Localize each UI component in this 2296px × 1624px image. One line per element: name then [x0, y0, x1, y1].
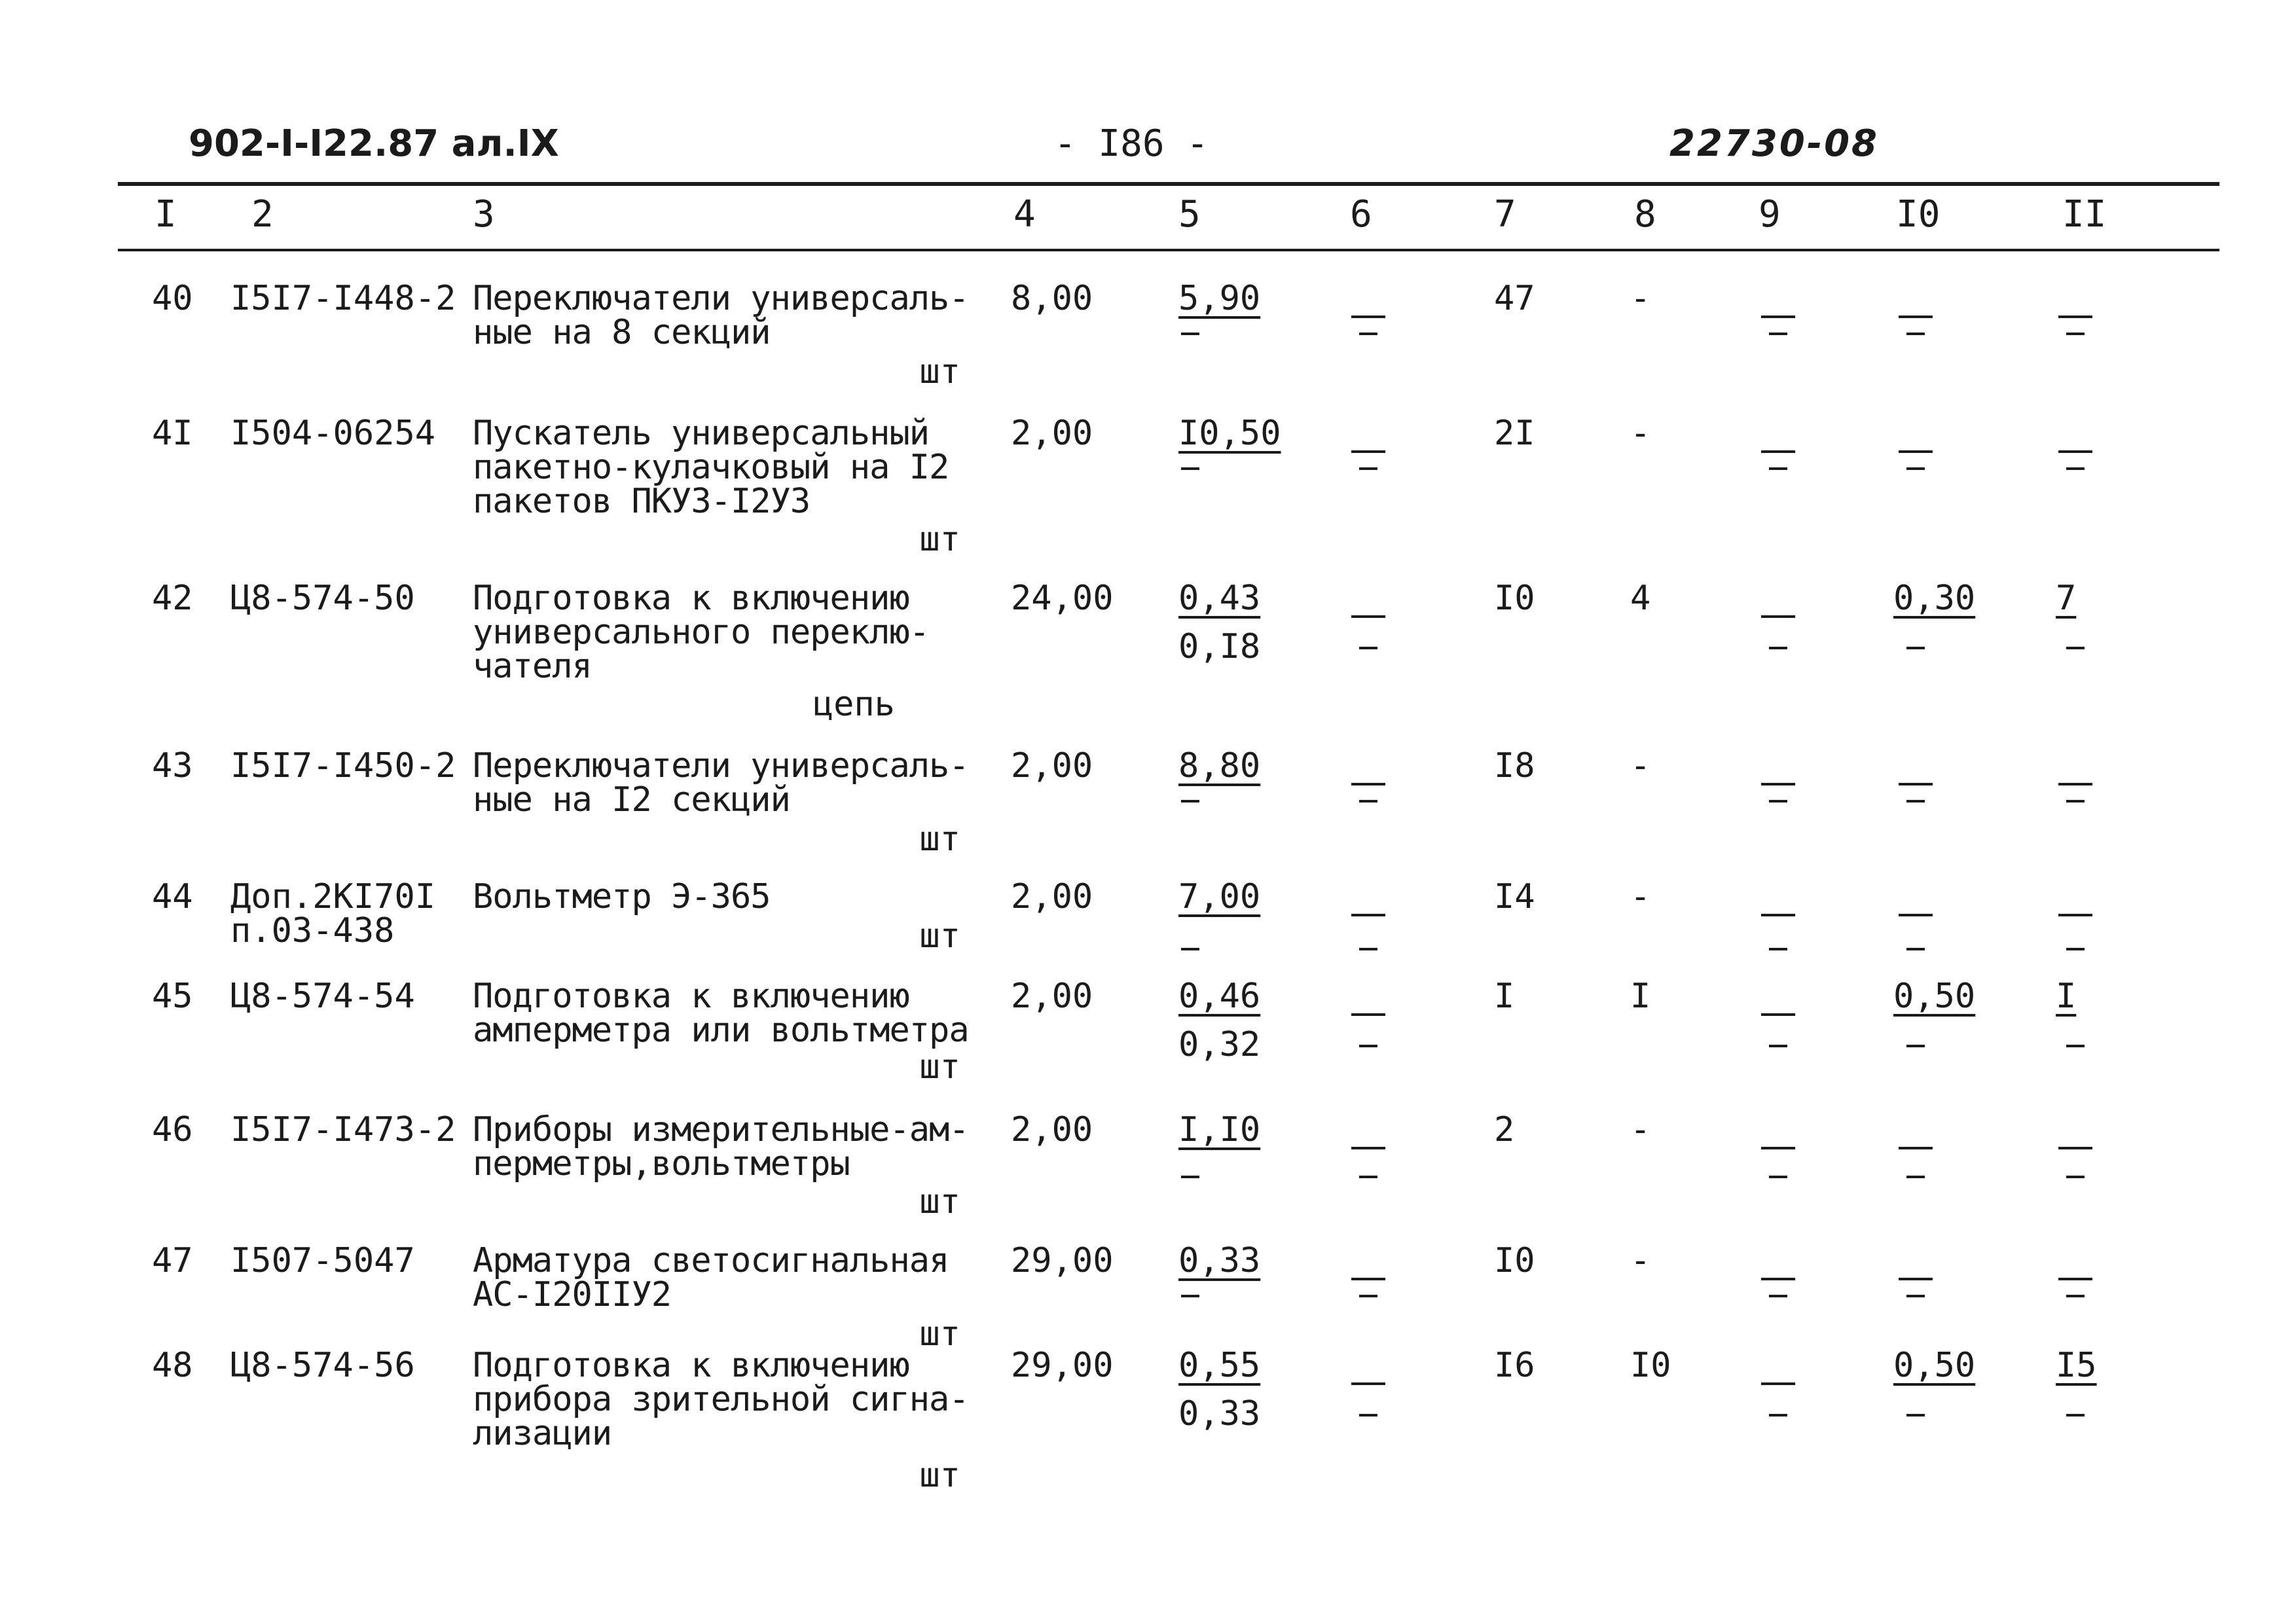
item-code: I504-06254 — [230, 414, 436, 453]
quantity: 29,00 — [1011, 1346, 1114, 1385]
row-number: 4I — [152, 414, 193, 453]
quantity: 2,00 — [1011, 1110, 1093, 1149]
item-name: Подготовка к включению универсального переклю-чателя — [473, 579, 930, 686]
quantity: 8,00 — [1011, 279, 1093, 318]
col9-dash — [1761, 914, 1795, 916]
col7-value: 2I — [1494, 414, 1535, 453]
col11-dash-lower — [2066, 948, 2085, 950]
column-header-7: 7 — [1494, 193, 1516, 236]
col5-top-value: I,I0 — [1178, 1110, 1261, 1149]
quantity: 2,00 — [1011, 877, 1093, 916]
item-code: Ц8-574-54 — [230, 977, 415, 1016]
col9-dash — [1761, 1382, 1795, 1385]
column-header-5: 5 — [1178, 193, 1201, 236]
col10-dash-lower — [1906, 467, 1925, 470]
item-name: Арматура светосигнальная АС-I20IIУ2 — [473, 1241, 949, 1314]
row-number: 45 — [152, 977, 193, 1016]
col9-dash — [1761, 1147, 1795, 1149]
col10-dash — [1899, 316, 1933, 318]
col5-top-value: 0,33 — [1178, 1241, 1261, 1280]
col9-dash — [1761, 450, 1795, 453]
col11-dash-lower — [2066, 333, 2085, 335]
column-header-3: 3 — [473, 193, 495, 236]
col6-dash-lower — [1359, 647, 1377, 649]
col8-value: - — [1630, 877, 1651, 916]
col11-dash — [2058, 783, 2092, 785]
col10-dash — [1899, 1147, 1933, 1149]
col9-dash — [1761, 783, 1795, 785]
row-number: 48 — [152, 1346, 193, 1385]
col11-value: 7 — [2056, 579, 2077, 618]
row-number: 42 — [152, 579, 193, 618]
col8-value: - — [1630, 1241, 1651, 1280]
item-code: I5I7-I448-2 — [230, 279, 456, 318]
col11-dash — [2058, 1147, 2092, 1149]
item-name: Подготовка к включению прибора зрительной сигна-лизации — [473, 1346, 969, 1453]
col10-value: 0,30 — [1893, 579, 1976, 618]
col11-dash-lower — [2066, 467, 2085, 470]
item-unit: шт — [919, 1182, 960, 1221]
col8-value: I0 — [1630, 1346, 1671, 1385]
col6-dash — [1351, 450, 1385, 453]
row-number: 47 — [152, 1241, 193, 1280]
col9-dash — [1761, 615, 1795, 618]
quantity: 2,00 — [1011, 977, 1093, 1016]
col9-dash-lower — [1769, 1295, 1787, 1297]
col7-value: I — [1494, 977, 1515, 1016]
col9-dash-lower — [1769, 1414, 1787, 1416]
item-unit: шт — [919, 1314, 960, 1354]
item-unit: шт — [919, 1456, 960, 1495]
col5-bottom-dash — [1181, 1176, 1199, 1178]
column-header-11: II — [2062, 193, 2107, 236]
col5-bottom-dash — [1181, 800, 1199, 803]
col6-dash-lower — [1359, 948, 1377, 950]
col6-dash-lower — [1359, 333, 1377, 335]
col9-dash-lower — [1769, 467, 1787, 470]
item-code: I5I7-I450-2 — [230, 746, 456, 785]
col5-bottom-dash — [1181, 948, 1199, 950]
col10-dash-lower — [1906, 800, 1925, 803]
col8-value: I — [1630, 977, 1651, 1016]
item-code: Ц8-574-56 — [230, 1346, 415, 1385]
col6-dash — [1351, 1382, 1385, 1385]
col5-top-value: 8,80 — [1178, 746, 1261, 785]
quantity: 2,00 — [1011, 746, 1093, 785]
col11-dash-lower — [2066, 1045, 2085, 1047]
row-number: 46 — [152, 1110, 193, 1149]
table-header-rule — [118, 249, 2219, 251]
item-code: I507-5047 — [230, 1241, 415, 1280]
col9-dash — [1761, 316, 1795, 318]
col6-dash — [1351, 316, 1385, 318]
col10-value: 0,50 — [1893, 977, 1976, 1016]
column-header-4: 4 — [1013, 193, 1036, 236]
quantity: 24,00 — [1011, 579, 1114, 618]
col11-dash-lower — [2066, 1176, 2085, 1178]
col10-dash-lower — [1906, 1414, 1925, 1416]
col5-bottom-dash — [1181, 467, 1199, 470]
col8-value: - — [1630, 414, 1651, 453]
item-name: Вольтметр Э-365 — [473, 877, 771, 916]
col5-bottom-dash — [1181, 1295, 1199, 1297]
col7-value: I0 — [1494, 1241, 1535, 1280]
col6-dash — [1351, 1013, 1385, 1016]
col8-value: - — [1630, 1110, 1651, 1149]
col8-value: - — [1630, 279, 1651, 318]
column-header-1: I — [155, 193, 177, 236]
col9-dash-lower — [1769, 948, 1787, 950]
col10-dash-lower — [1906, 1045, 1925, 1047]
col10-dash-lower — [1906, 1176, 1925, 1178]
col10-dash — [1899, 914, 1933, 916]
col6-dash-lower — [1359, 1295, 1377, 1297]
column-header-2: 2 — [251, 193, 274, 236]
col10-value: 0,50 — [1893, 1346, 1976, 1385]
col6-dash — [1351, 1278, 1385, 1280]
item-unit: шт — [919, 820, 960, 859]
col9-dash — [1761, 1013, 1795, 1016]
col11-dash-lower — [2066, 1295, 2085, 1297]
col10-dash-lower — [1906, 647, 1925, 649]
item-unit: шт — [919, 352, 960, 391]
col5-top-value: 5,90 — [1178, 279, 1261, 318]
item-code: Доп.2КI70I п.03-438 — [230, 877, 436, 950]
col7-value: I6 — [1494, 1346, 1535, 1385]
col6-dash-lower — [1359, 467, 1377, 470]
item-unit: шт — [919, 1047, 960, 1087]
item-name: Приборы измерительные-ам-перметры,вольтметры — [473, 1110, 969, 1183]
doc-code: 902-I-I22.87 ал.IX — [189, 122, 559, 165]
column-header-6: 6 — [1350, 193, 1372, 236]
col8-value: - — [1630, 746, 1651, 785]
col5-top-value: 0,55 — [1178, 1346, 1261, 1385]
col5-bottom-value: 0,32 — [1178, 1025, 1261, 1064]
column-header-10: I0 — [1896, 193, 1941, 236]
col5-top-value: 0,43 — [1178, 579, 1261, 618]
table-top-rule — [118, 182, 2219, 186]
col5-bottom-value: 0,33 — [1178, 1394, 1261, 1434]
item-unit: шт — [919, 520, 960, 559]
col9-dash-lower — [1769, 647, 1787, 649]
col11-value: I5 — [2056, 1346, 2097, 1385]
col10-dash — [1899, 783, 1933, 785]
col5-top-value: 7,00 — [1178, 877, 1261, 916]
row-number: 43 — [152, 746, 193, 785]
col6-dash — [1351, 783, 1385, 785]
col6-dash — [1351, 1147, 1385, 1149]
col11-dash — [2058, 1278, 2092, 1280]
col7-value: 2 — [1494, 1110, 1515, 1149]
col8-value: 4 — [1630, 579, 1651, 618]
col5-bottom-value: 0,I8 — [1178, 627, 1261, 666]
col7-value: 47 — [1494, 279, 1535, 318]
col10-dash — [1899, 450, 1933, 453]
col11-value: I — [2056, 977, 2077, 1016]
col6-dash-lower — [1359, 1414, 1377, 1416]
col5-top-value: I0,50 — [1178, 414, 1281, 453]
item-unit: шт — [919, 916, 960, 956]
col6-dash — [1351, 615, 1385, 618]
row-number: 44 — [152, 877, 193, 916]
col9-dash — [1761, 1278, 1795, 1280]
item-name: Пускатель универсальный пакетно-кулачковый на I2 пакетов ПКУЗ-I2УЗ — [473, 414, 949, 521]
col10-dash-lower — [1906, 333, 1925, 335]
col7-value: I8 — [1494, 746, 1535, 785]
col11-dash — [2058, 316, 2092, 318]
column-header-9: 9 — [1758, 193, 1781, 236]
col7-value: I0 — [1494, 579, 1535, 618]
quantity: 2,00 — [1011, 414, 1093, 453]
col10-dash-lower — [1906, 948, 1925, 950]
col11-dash-lower — [2066, 1414, 2085, 1416]
item-name: Переключатели универсаль-ные на 8 секций — [473, 279, 969, 352]
col10-dash-lower — [1906, 1295, 1925, 1297]
col5-bottom-dash — [1181, 333, 1199, 335]
archive-number: 22730-08 — [1669, 122, 1879, 165]
item-unit: цепь — [812, 685, 895, 724]
col7-value: I4 — [1494, 877, 1535, 916]
col10-dash — [1899, 1278, 1933, 1280]
item-code: Ц8-574-50 — [230, 579, 415, 618]
col6-dash-lower — [1359, 1045, 1377, 1047]
col11-dash — [2058, 450, 2092, 453]
item-name: Переключатели универсаль-ные на I2 секций — [473, 746, 969, 820]
col5-top-value: 0,46 — [1178, 977, 1261, 1016]
col9-dash-lower — [1769, 800, 1787, 803]
col9-dash-lower — [1769, 333, 1787, 335]
item-code: I5I7-I473-2 — [230, 1110, 456, 1149]
item-name: Подготовка к включению амперметра или вольтметра — [473, 977, 969, 1050]
col6-dash — [1351, 914, 1385, 916]
quantity: 29,00 — [1011, 1241, 1114, 1280]
row-number: 40 — [152, 279, 193, 318]
col11-dash-lower — [2066, 647, 2085, 649]
col11-dash-lower — [2066, 800, 2085, 803]
col6-dash-lower — [1359, 800, 1377, 803]
col6-dash-lower — [1359, 1176, 1377, 1178]
column-header-8: 8 — [1634, 193, 1656, 236]
col9-dash-lower — [1769, 1176, 1787, 1178]
col9-dash-lower — [1769, 1045, 1787, 1047]
col11-dash — [2058, 914, 2092, 916]
page-number: - I86 - — [1054, 122, 1209, 165]
